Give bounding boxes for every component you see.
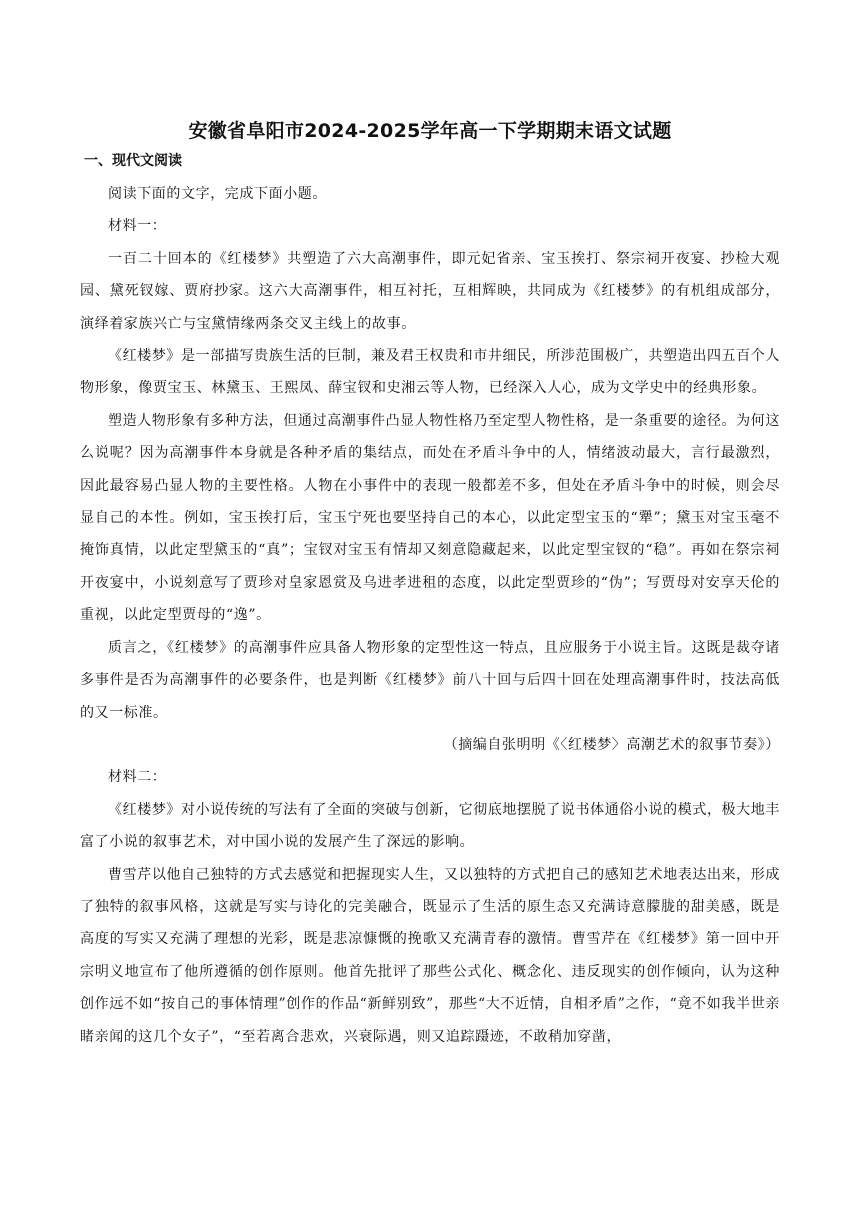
- section-heading: 一、现代文阅读: [84, 153, 182, 169]
- material-1-source: （摘编自张明明《〈红楼梦〉高潮艺术的叙事节奏》）: [443, 736, 780, 753]
- material-2-paragraph: 曹雪芹以他自己独特的方式去感觉和把握现实人生，又以独特的方式把自己的感知艺术地表达出来，形成了独特的叙事风格，这就是写实与诗化的完美融合，既显示了生活的原生态又充满诗意朦胧的甜美感，既是高度的写实又充满了理想的光彩，既是悲凉慷慨的挽歌又充满青春的激情。曹雪芹在《红楼梦》第一回中开宗明义地宣布了他所遵循的创作原则。他首先批评了那些公式化、概念化、违反现实的创作倾向，认为这种创作远不如“按自己的事体情理”创作的作品“新鲜别致”，那些“大不近情，自相矛盾”之作，“竟不如我半世亲睹亲闻的这几个女子”，“至若离合悲欢，兴衰际遇，则又追踪蹑迹，不敢稍加穿凿，: [80, 866, 780, 1045]
- material-2-paragraph: 《红楼梦》对小说传统的写法有了全面的突破与创新，它彻底地摆脱了说书体通俗小说的模式，极大地丰富了小说的叙事艺术，对中国小说的发展产生了深远的影响。: [80, 801, 780, 851]
- document-title: 安徽省阜阳市2024-2025学年高一下学期期末语文试题: [188, 120, 672, 142]
- material-1-paragraph: 塑造人物形象有多种方法，但通过高潮事件凸显人物性格乃至定型人物性格，是一条重要的途径。为何这么说呢？因为高潮事件本身就是各种矛盾的集结点，而处在矛盾斗争中的人，情绪波动最大，言行最激烈，因此最容易凸显人物的主要性格。人物在小事件中的表现一般都差不多，但处在矛盾斗争中的时候，则会尽显自己的本性。例如，宝玉挨打后，宝玉宁死也要坚持自己的本心，以此定型宝玉的“犟”；黛玉对宝玉毫不掩饰真情，以此定型黛玉的“真”；宝钗对宝玉有情却又刻意隐藏起来，以此定型宝钗的“稳”。再如在祭宗祠开夜宴中，小说刻意写了贾珍对皇家恩赏及乌进孝进租的态度，以此定型贾珍的“伪”；写贾母对安享天伦的重视，以此定型贾母的“逸”。: [80, 412, 780, 624]
- instruction-text: 阅读下面的文字，完成下面小题。: [108, 186, 327, 202]
- material-1-paragraph: 一百二十回本的《红楼梦》共塑造了六大高潮事件，即元妃省亲、宝玉挨打、祭宗祠开夜宴、抄检大观园、黛死钗嫁、贾府抄家。这六大高潮事件，相互衬托，互相辉映，共同成为《红楼梦》的有机组成部分，演绎着家族兴亡与宝黛情缘两条交叉主线上的故事。: [80, 250, 780, 332]
- material-1-paragraph: 质言之，《红楼梦》的高潮事件应具备人物形象的定型性这一特点，且应服务于小说主旨。这既是裁夺诸多事件是否为高潮事件的必要条件，也是判断《红楼梦》前八十回与后四十回在处理高潮事件时，技法高低的又一标准。: [80, 639, 780, 721]
- material-1-paragraph: 《红楼梦》是一部描写贵族生活的巨制，兼及君王权贵和市井细民，所涉范围极广，共塑造出四五百个人物形象，像贾宝玉、林黛玉、王熙凤、薛宝钗和史湘云等人物，已经深入人心，成为文学史中的经典形象。: [80, 348, 780, 397]
- document-body: [80, 178, 780, 1053]
- material-2-label: 材料二：: [108, 769, 167, 786]
- material-1-label: 材料一：: [108, 218, 167, 235]
